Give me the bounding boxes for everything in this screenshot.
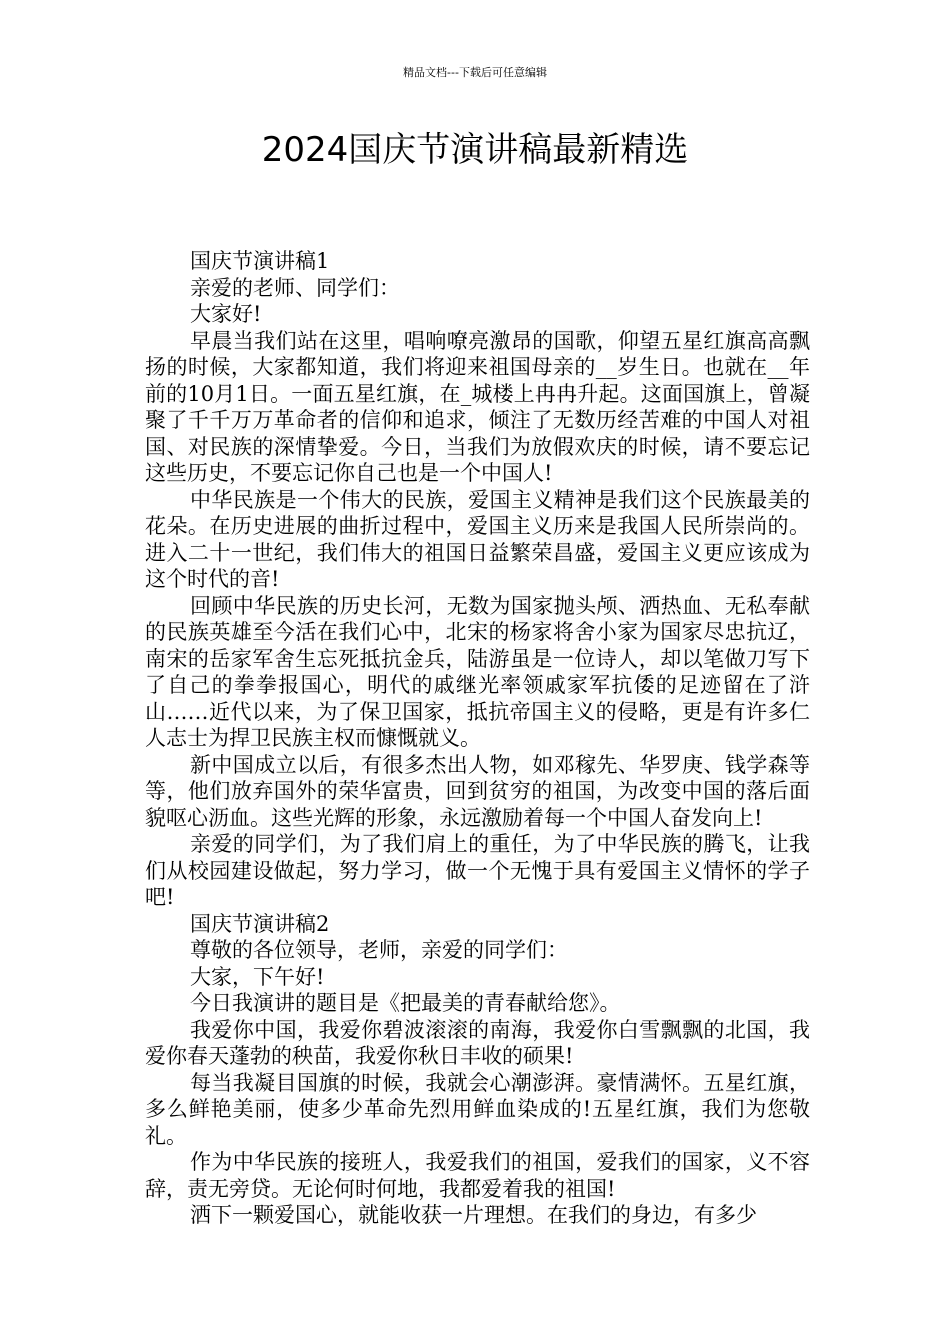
body-paragraph: 回顾中华民族的历史长河，无数为国家抛头颅、洒热血、无私奉献的民族英雄至今活在我们心中，北宋的杨家将舍小家为国家尽忠抗辽，南宋的岳家军舍生忘死抵抗金兵，陆游虽是一位诗人，却以笔做刀写下了自己的拳拳报国心，明代的戚继光率领戚家军抗倭的足迹留在了浒山……近代以来，为了保卫国家，抵抗帝国主义的侵略，更是有许多仁人志士为捍卫民族主权而慷慨就义。 <box>145 593 810 750</box>
body-paragraph: 我爱你中国，我爱你碧波滚滚的南海，我爱你白雪飘飘的北国，我爱你春天蓬勃的秧苗，我爱你秋日丰收的硕果! <box>145 1017 810 1068</box>
speech-topic: 今日我演讲的题目是《把最美的青春献给您》。 <box>190 991 621 1015</box>
body-paragraph: 中华民族是一个伟大的民族，爱国主义精神是我们这个民族最美的花朵。在历史进展的曲折过程中，爱国主义历来是我国人民所崇尚的。进入二十一世纪，我们伟大的祖国日益繁荣昌盛，爱国主义更应该成为这个时代的音! <box>145 487 810 591</box>
body-paragraph: 亲爱的同学们，为了我们肩上的重任，为了中华民族的腾飞，让我们从校园建设做起，努力学习，做一个无愧于具有爱国主义情怀的学子吧! <box>145 832 810 909</box>
body-paragraph: 作为中华民族的接班人，我爱我们的祖国，爱我们的国家，义不容辞，责无旁贷。无论何时何地，我都爱着我的祖国! <box>145 1150 810 1201</box>
body-paragraph: 洒下一颗爱国心，就能收获一片理想。在我们的身边，有多少 <box>190 1203 757 1227</box>
greeting: 大家好! <box>190 302 262 326</box>
body-paragraph: 每当我凝目国旗的时候，我就会心潮澎湃。豪情满怀。五星红旗，多么鲜艳美丽，使多少革命先烈用鲜血染成的!五星红旗，我们为您敬礼。 <box>145 1070 810 1148</box>
page-header-note: 精品文档---下载后可任意编辑 <box>403 66 547 79</box>
document-body <box>145 248 810 1229</box>
salutation: 亲爱的老师、同学们： <box>190 275 400 300</box>
body-paragraph: 早晨当我们站在这里，唱响嘹亮激昂的国歌，仰望五星红旗高高飘扬的时候，大家都知道，我们将迎来祖国母亲的__岁生日。也就在__年前的10月1日。一面五星红旗，在_城楼上冉冉升起。这面国旗上，曾凝聚了千千万万革命者的信仰和追求，倾注了无数历经苦难的中国人对祖国、对民族的深情挚爱。今日，当我们为放假欢庆的时候，请不要忘记这些历史，不要忘记你自己也是一个中国人! <box>145 328 810 485</box>
document-title: 2024国庆节演讲稿最新精选 <box>261 130 689 170</box>
greeting: 大家，下午好! <box>190 964 325 989</box>
section-heading-1: 国庆节演讲稿1 <box>190 249 330 273</box>
body-paragraph: 新中国成立以后，有很多杰出人物，如邓稼先、华罗庚、钱学森等等，他们放弃国外的荣华富贵，回到贫穷的祖国，为改变中国的落后面貌呕心沥血。这些光辉的形象，永远激励着每一个中国人奋发向上! <box>145 752 810 830</box>
salutation: 尊敬的各位领导，老师，亲爱的同学们： <box>190 938 568 962</box>
section-heading-2: 国庆节演讲稿2 <box>190 911 330 936</box>
